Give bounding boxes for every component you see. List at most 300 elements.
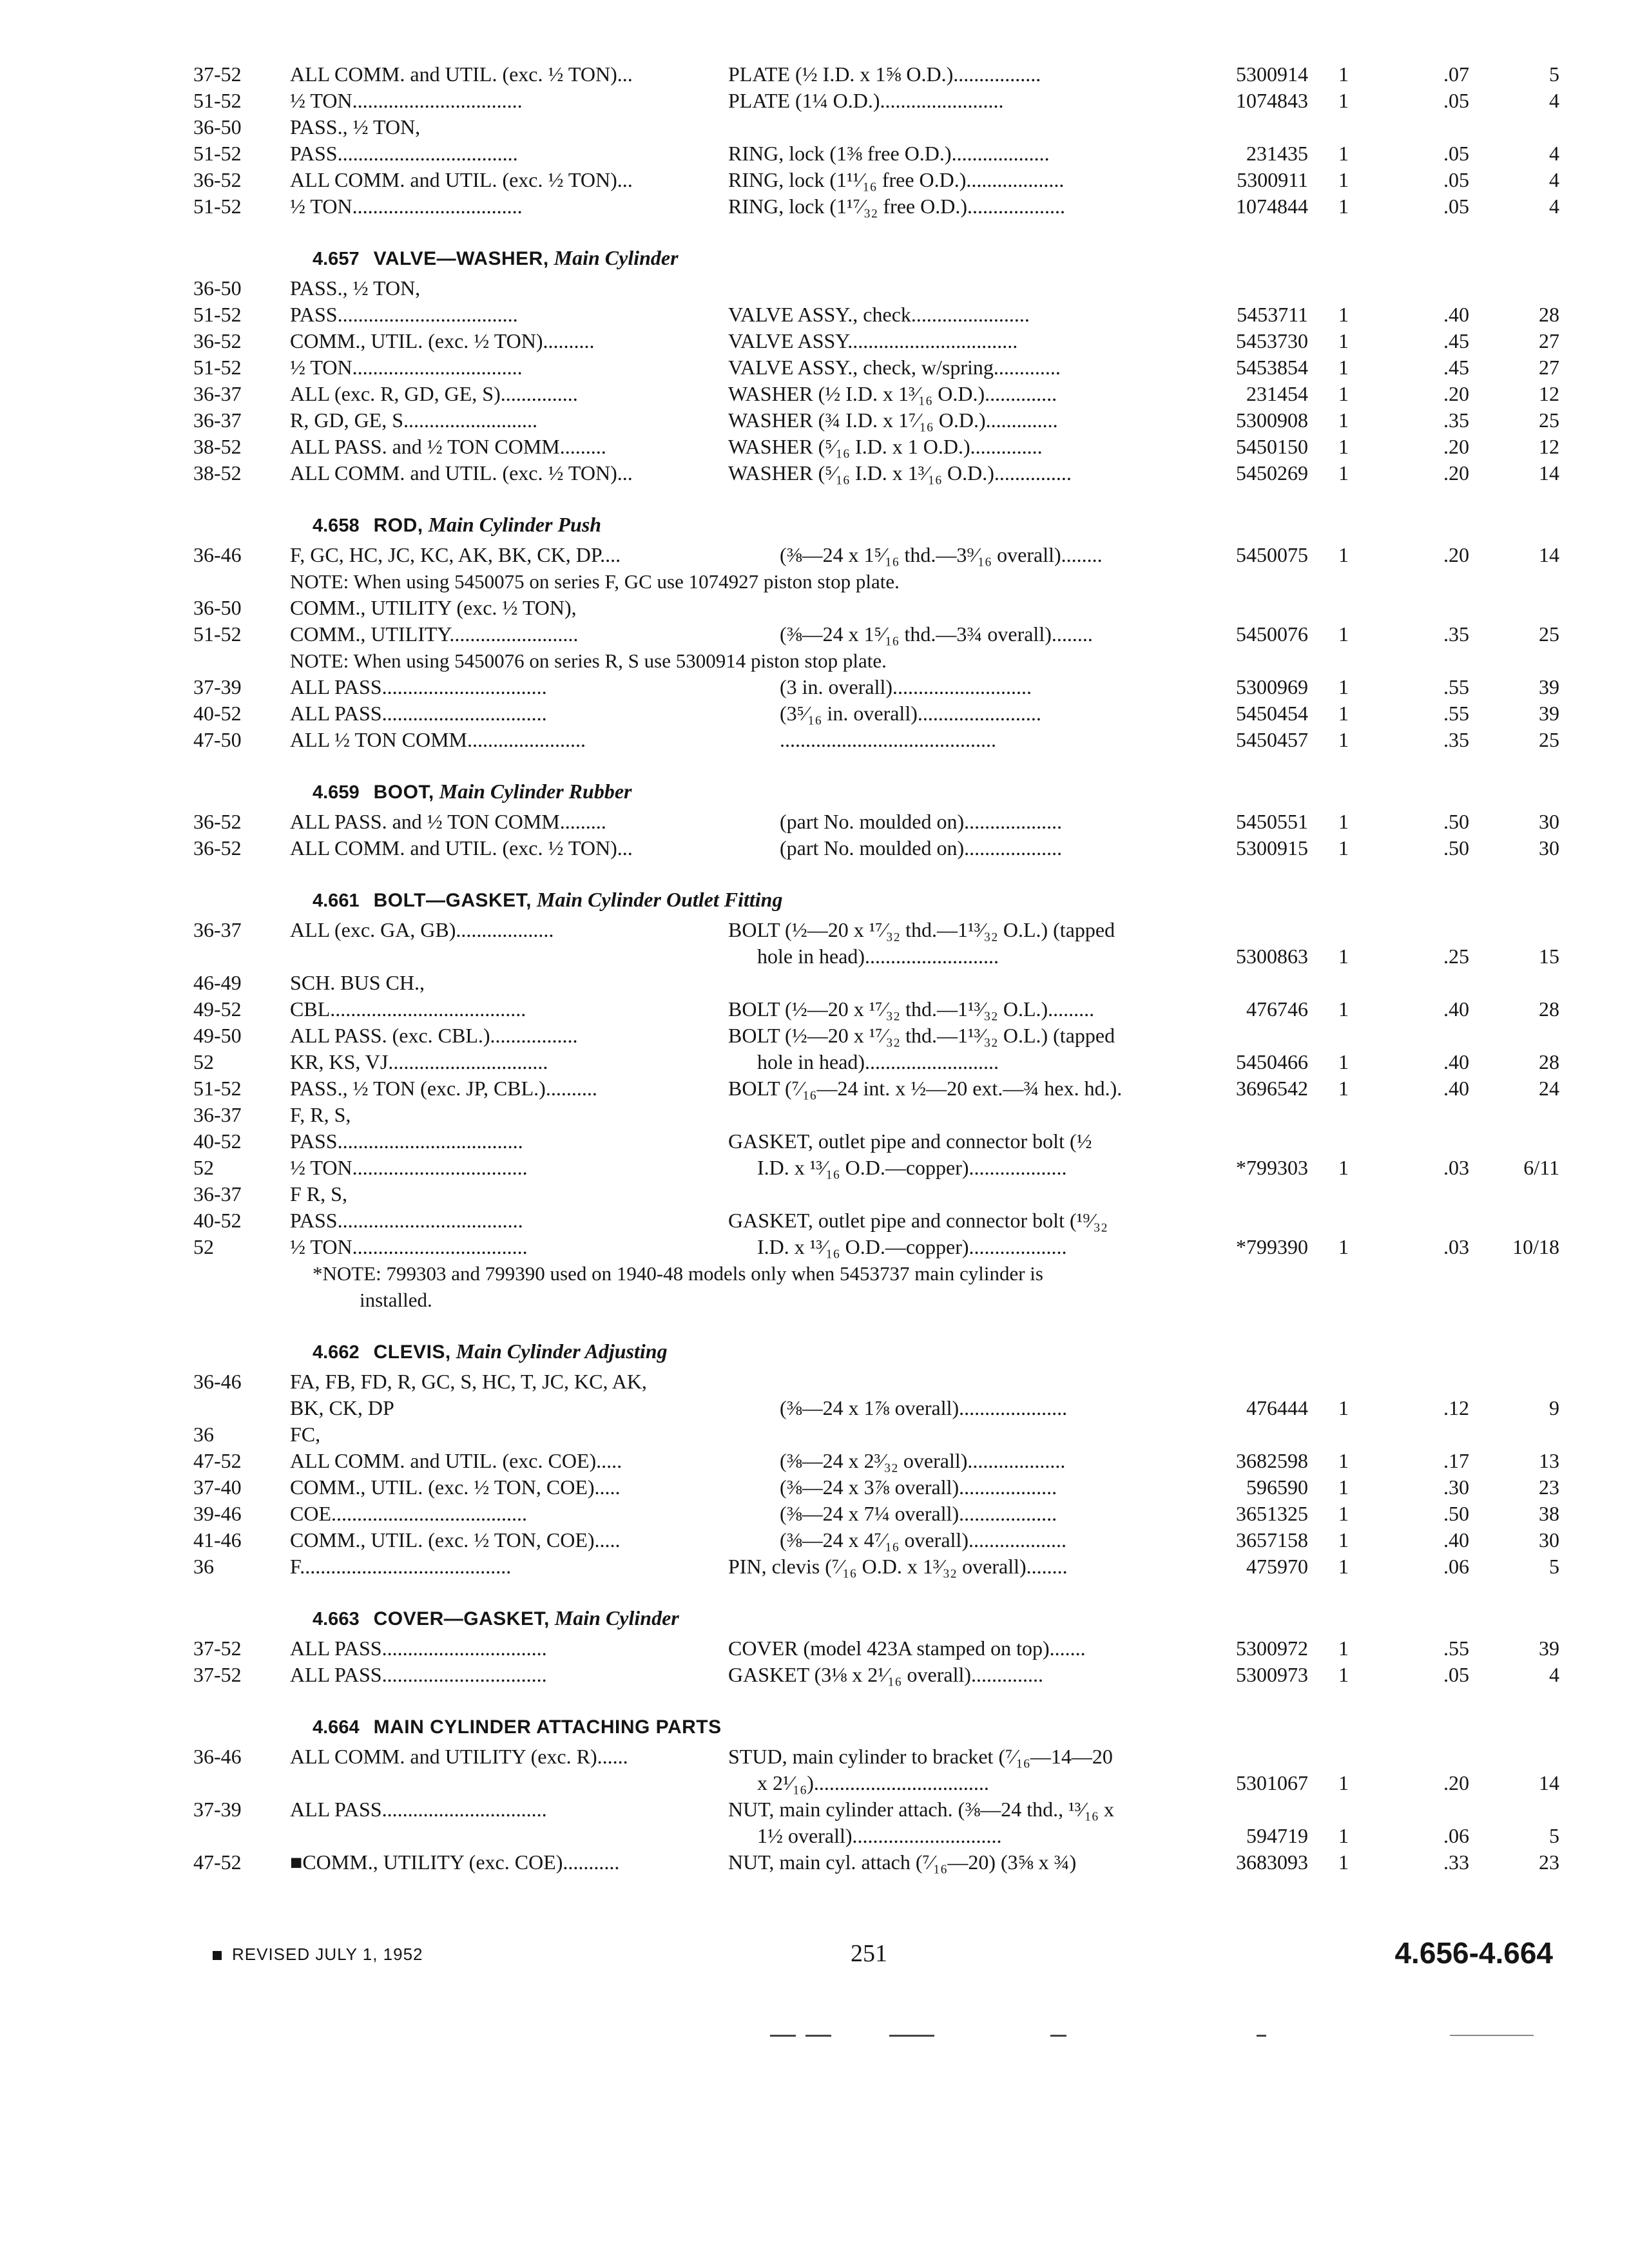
quantity: 1 (1338, 1050, 1349, 1073)
part-description: .......................................... (780, 728, 996, 751)
part-description: WASHER (½ I.D. x 1³⁄₁₆ O.D.).............. (728, 382, 1057, 405)
scan-artifact (1050, 2035, 1066, 2037)
model-years: 52 (193, 1156, 214, 1179)
part-number: 5450466 (1236, 1050, 1308, 1073)
part-number: 5450269 (1236, 461, 1308, 485)
part-description: STUD, main cylinder to bracket (⁷⁄₁₆—14—20 (728, 1745, 1113, 1768)
weight: 6/11 (1523, 1156, 1559, 1179)
weight: 12 (1539, 435, 1559, 458)
model-years: 36-50 (193, 276, 242, 300)
table-row (193, 1501, 1559, 1527)
model-years: 37-39 (193, 675, 242, 698)
list-price: .20 (1443, 382, 1469, 405)
model-years: 40-52 (193, 702, 242, 725)
list-price: .05 (1443, 168, 1469, 191)
part-number: 5300969 (1236, 675, 1308, 698)
application: ALL PASS................................ (290, 1663, 547, 1686)
part-description: VALVE ASSY., check....................... (728, 303, 1030, 326)
part-description: RING, lock (1¹⁷⁄₃₂ free O.D.)................... (728, 195, 1065, 218)
section-number: 4.661 (313, 890, 360, 911)
parts-catalog-page (193, 61, 1559, 1876)
table-row (193, 407, 1559, 434)
list-price: .05 (1443, 195, 1469, 218)
part-description: (⅜—24 x 1⁵⁄₁₆ thd.—3¾ overall)........ (780, 622, 1093, 646)
section-number: 4.658 (313, 515, 360, 536)
list-price: .12 (1443, 1396, 1469, 1419)
part-number: 5300915 (1236, 836, 1308, 860)
table-row (193, 700, 1559, 727)
weight: 13 (1539, 1449, 1559, 1472)
weight: 27 (1539, 356, 1559, 379)
model-years: 36-50 (193, 596, 242, 619)
part-number: *799390 (1236, 1235, 1308, 1258)
application: ½ TON.................................. (290, 1235, 528, 1258)
model-years: 37-52 (193, 62, 242, 86)
weight: 14 (1539, 543, 1559, 566)
part-description: RING, lock (1¹¹⁄₁₆ free O.D.)................... (728, 168, 1065, 191)
weight: 39 (1539, 702, 1559, 725)
application: ALL COMM. and UTIL. (exc. ½ TON)... (290, 461, 633, 485)
table-row (193, 1744, 1559, 1770)
weight: 25 (1539, 408, 1559, 432)
quantity: 1 (1338, 675, 1349, 698)
weight: 4 (1549, 195, 1559, 218)
table-row (193, 1796, 1559, 1823)
part-number: 3682598 (1236, 1449, 1308, 1472)
part-description: PLATE (1¼ O.D.)........................ (728, 89, 1004, 112)
list-price: .50 (1443, 836, 1469, 860)
quantity: 1 (1338, 1663, 1349, 1686)
part-description: BOLT (½—20 x ¹⁷⁄₃₂ thd.—1¹³⁄₃₂ O.L.) (tapped (728, 918, 1115, 941)
model-years: 47-50 (193, 728, 242, 751)
list-price: .55 (1443, 702, 1469, 725)
list-price: .33 (1443, 1850, 1469, 1874)
list-price: .40 (1443, 303, 1469, 326)
section-number: 4.659 (313, 782, 360, 803)
section-title-sub: Main Cylinder Outlet Fitting (537, 888, 783, 911)
part-description: NUT, main cyl. attach (⁷⁄₁₆—20) (3⅝ x ¾) (728, 1850, 1077, 1874)
section-title (374, 1715, 722, 1738)
list-price: .30 (1443, 1475, 1469, 1499)
application: COMM., UTILITY......................... (290, 622, 579, 646)
section-title (374, 888, 783, 912)
note-line: NOTE: When using 5450076 on series R, S use 5300914 piston stop plate. (290, 649, 887, 672)
part-number: 1074844 (1236, 195, 1308, 218)
weight: 38 (1539, 1502, 1559, 1525)
section-title (374, 513, 602, 537)
application: COMM., UTIL. (exc. ½ TON).......... (290, 329, 595, 352)
model-years: 51-52 (193, 195, 242, 218)
weight: 27 (1539, 329, 1559, 352)
application: FC, (290, 1423, 321, 1446)
table-row (193, 595, 1559, 621)
section-heading (193, 1688, 1559, 1744)
model-years: 38-52 (193, 435, 242, 458)
part-number: 596590 (1246, 1475, 1308, 1499)
application: ALL PASS................................ (290, 1637, 547, 1660)
application: PASS................................... (290, 142, 518, 165)
quantity: 1 (1338, 1637, 1349, 1660)
list-price: .25 (1443, 945, 1469, 968)
section-title-main: VALVE—WASHER, (373, 248, 549, 269)
table-row (193, 434, 1559, 460)
model-years: 36-52 (193, 810, 242, 833)
section-range: 4.656-4.664 (1394, 1936, 1553, 1970)
table-row (193, 1849, 1559, 1876)
quantity: 1 (1338, 622, 1349, 646)
table-row (193, 621, 1559, 648)
part-description: hole in head).......................... (757, 945, 999, 968)
note-line: *NOTE: 799303 and 799390 used on 1940-48 models only when 5453737 main cylinder is (313, 1262, 1043, 1285)
part-description: hole in head).......................... (757, 1050, 999, 1073)
page-footer (213, 1936, 1553, 1974)
model-years: 52 (193, 1235, 214, 1258)
table-row (193, 1075, 1559, 1102)
weight: 30 (1539, 836, 1559, 860)
weight: 28 (1539, 303, 1559, 326)
table-row (193, 1448, 1559, 1474)
part-number: 594719 (1246, 1824, 1308, 1847)
part-number: 5450076 (1236, 622, 1308, 646)
part-description: I.D. x ¹³⁄₁₆ O.D.—copper)................... (757, 1235, 1067, 1258)
table-row (193, 1662, 1559, 1688)
model-years: 36-52 (193, 168, 242, 191)
part-description: BOLT (½—20 x ¹⁷⁄₃₂ thd.—1¹³⁄₃₂ O.L.) (tapped (728, 1024, 1115, 1047)
part-number: 5450457 (1236, 728, 1308, 751)
weight: 4 (1549, 168, 1559, 191)
model-years: 49-52 (193, 997, 242, 1021)
part-number: 231435 (1246, 142, 1308, 165)
scan-artifact (1257, 2035, 1266, 2037)
table-row (193, 1181, 1559, 1207)
model-years: 37-40 (193, 1475, 242, 1499)
model-years: 52 (193, 1050, 214, 1073)
section-title (374, 1340, 668, 1363)
part-number: 5453711 (1237, 303, 1308, 326)
model-years: 36-46 (193, 1745, 242, 1768)
table-row (193, 275, 1559, 302)
quantity: 1 (1338, 728, 1349, 751)
part-number: 476444 (1246, 1396, 1308, 1419)
section-title-main: BOLT—GASKET, (373, 890, 532, 911)
table-row (193, 1049, 1559, 1075)
list-price: .20 (1443, 461, 1469, 485)
quantity: 1 (1338, 1502, 1349, 1525)
application: PASS., ½ TON, (290, 115, 421, 139)
application: PASS., ½ TON (exc. JP, CBL.).......... (290, 1077, 597, 1100)
part-description: (3 in. overall)........................... (780, 675, 1032, 698)
model-years: 51-52 (193, 89, 242, 112)
table-row (193, 1102, 1559, 1128)
quantity: 1 (1338, 1850, 1349, 1874)
model-years: 36-37 (193, 408, 242, 432)
quantity: 1 (1338, 435, 1349, 458)
part-description: WASHER (¾ I.D. x 1⁷⁄₁₆ O.D.).............. (728, 408, 1058, 432)
model-years: 51-52 (193, 1077, 242, 1100)
part-description: WASHER (⁵⁄₁₆ I.D. x 1 O.D.).............. (728, 435, 1043, 458)
part-description: (⅜—24 x 7¼ overall)................... (780, 1502, 1057, 1525)
weight: 25 (1539, 728, 1559, 751)
model-years: 36-52 (193, 836, 242, 860)
part-description: I.D. x ¹³⁄₁₆ O.D.—copper)................... (757, 1156, 1067, 1179)
weight: 23 (1539, 1475, 1559, 1499)
list-price: .06 (1443, 1824, 1469, 1847)
part-description: GASKET, outlet pipe and connector bolt (½ (728, 1129, 1092, 1153)
list-price: .50 (1443, 1502, 1469, 1525)
quantity: 1 (1338, 1449, 1349, 1472)
section-heading (193, 1580, 1559, 1635)
table-row (193, 1421, 1559, 1448)
part-number: 5450551 (1236, 810, 1308, 833)
quantity: 1 (1338, 329, 1349, 352)
weight: 23 (1539, 1850, 1559, 1874)
model-years: 36 (193, 1423, 214, 1446)
quantity: 1 (1338, 543, 1349, 566)
table-row (193, 674, 1559, 700)
part-number: 5301067 (1236, 1771, 1308, 1794)
part-number: *799303 (1236, 1156, 1308, 1179)
part-number: 231454 (1246, 382, 1308, 405)
part-description: RING, lock (1⅜ free O.D.)................... (728, 142, 1050, 165)
list-price: .03 (1443, 1235, 1469, 1258)
part-number: 5300908 (1236, 408, 1308, 432)
weight: 30 (1539, 1528, 1559, 1552)
part-description: PLATE (½ I.D. x 1⅝ O.D.)................. (728, 62, 1041, 86)
quantity: 1 (1338, 1235, 1349, 1258)
part-number: 5453854 (1236, 356, 1308, 379)
model-years: 46-49 (193, 971, 242, 994)
quantity: 1 (1338, 195, 1349, 218)
quantity: 1 (1338, 1077, 1349, 1100)
application: BK, CK, DP (290, 1396, 394, 1419)
section-heading (193, 861, 1559, 917)
list-price: .20 (1443, 543, 1469, 566)
model-years: 36-52 (193, 329, 242, 352)
model-years: 36-46 (193, 543, 242, 566)
part-description: NUT, main cylinder attach. (⅜—24 thd., ¹³⁄₁₆ x (728, 1798, 1114, 1821)
quantity: 1 (1338, 461, 1349, 485)
application: COMM., UTIL. (exc. ½ TON, COE)..... (290, 1528, 621, 1552)
application: COMM., UTIL. (exc. ½ TON, COE)..... (290, 1475, 621, 1499)
table-row (193, 917, 1559, 943)
list-price: .55 (1443, 1637, 1469, 1660)
list-price: .20 (1443, 1771, 1469, 1794)
section-heading (193, 753, 1559, 809)
scan-artifact (889, 2035, 934, 2037)
part-number: 5450150 (1236, 435, 1308, 458)
model-years: 39-46 (193, 1502, 242, 1525)
weight: 4 (1549, 1663, 1559, 1686)
part-description: VALVE ASSY., check, w/spring............. (728, 356, 1061, 379)
list-price: .06 (1443, 1555, 1469, 1578)
weight: 10/18 (1512, 1235, 1559, 1258)
weight: 4 (1549, 89, 1559, 112)
application: F......................................... (290, 1555, 512, 1578)
model-years: 47-52 (193, 1449, 242, 1472)
application: ALL (exc. GA, GB)................... (290, 918, 554, 941)
list-price: .03 (1443, 1156, 1469, 1179)
application: ALL COMM. and UTILITY (exc. R)...... (290, 1745, 628, 1768)
part-description: x 2¹⁄₁₆).................................. (757, 1771, 989, 1794)
weight: 28 (1539, 1050, 1559, 1073)
table-row (193, 88, 1559, 114)
weight: 12 (1539, 382, 1559, 405)
table-row (193, 193, 1559, 220)
weight: 39 (1539, 1637, 1559, 1660)
quantity: 1 (1338, 1555, 1349, 1578)
weight: 14 (1539, 461, 1559, 485)
application: PASS.................................... (290, 1129, 523, 1153)
quantity: 1 (1338, 62, 1349, 86)
weight: 25 (1539, 622, 1559, 646)
part-number: 5453730 (1236, 329, 1308, 352)
model-years: 38-52 (193, 461, 242, 485)
list-price: .35 (1443, 408, 1469, 432)
list-price: .20 (1443, 435, 1469, 458)
section-heading (193, 486, 1559, 542)
table-row (193, 1527, 1559, 1553)
list-price: .35 (1443, 622, 1469, 646)
part-description: VALVE ASSY................................. (728, 329, 1018, 352)
list-price: .55 (1443, 675, 1469, 698)
quantity: 1 (1338, 702, 1349, 725)
quantity: 1 (1338, 1156, 1349, 1179)
section-title-sub: Main Cylinder Push (428, 513, 602, 536)
list-price: .17 (1443, 1449, 1469, 1472)
list-price: .40 (1443, 1050, 1469, 1073)
quantity: 1 (1338, 836, 1349, 860)
list-price: .05 (1443, 89, 1469, 112)
application: ½ TON................................. (290, 356, 523, 379)
revision-date: REVISED JULY 1, 1952 (232, 1945, 423, 1964)
table-row (193, 1234, 1559, 1260)
weight: 24 (1539, 1077, 1559, 1100)
part-description: GASKET (3⅛ x 2¹⁄₁₆ overall).............. (728, 1663, 1044, 1686)
part-number: 5450454 (1236, 702, 1308, 725)
application: ALL COMM. and UTIL. (exc. COE)..... (290, 1449, 622, 1472)
list-price: .40 (1443, 997, 1469, 1021)
model-years: 41-46 (193, 1528, 242, 1552)
table-row (193, 943, 1559, 970)
part-number: 3657158 (1236, 1528, 1308, 1552)
model-years: 36-37 (193, 1182, 242, 1206)
model-years: 40-52 (193, 1129, 242, 1153)
quantity: 1 (1338, 1396, 1349, 1419)
part-number: 5300973 (1236, 1663, 1308, 1686)
table-row (193, 727, 1559, 753)
part-number: 1074843 (1236, 89, 1308, 112)
quantity: 1 (1338, 356, 1349, 379)
table-row (193, 1369, 1559, 1395)
application: PASS.................................... (290, 1209, 523, 1232)
application: ALL PASS. and ½ TON COMM......... (290, 435, 606, 458)
table-row (193, 1128, 1559, 1155)
part-description: (⅜—24 x 1⅞ overall)..................... (780, 1396, 1068, 1419)
quantity: 1 (1338, 1475, 1349, 1499)
part-number: 475970 (1246, 1555, 1308, 1578)
weight: 28 (1539, 997, 1559, 1021)
table-row (193, 328, 1559, 354)
part-description: BOLT (½—20 x ¹⁷⁄₃₂ thd.—1¹³⁄₃₂ O.L.)......... (728, 997, 1095, 1021)
section-title-main: MAIN CYLINDER ATTACHING PARTS (373, 1716, 722, 1738)
table-row (193, 302, 1559, 328)
part-description: WASHER (⁵⁄₁₆ I.D. x 1³⁄₁₆ O.D.)............... (728, 461, 1072, 485)
quantity: 1 (1338, 1771, 1349, 1794)
part-number: 3696542 (1236, 1077, 1308, 1100)
model-years: 51-52 (193, 303, 242, 326)
application: ALL PASS................................ (290, 675, 547, 698)
quantity: 1 (1338, 142, 1349, 165)
application: ALL COMM. and UTIL. (exc. ½ TON)... (290, 836, 633, 860)
part-number: 5300972 (1236, 1637, 1308, 1660)
model-years: 47-52 (193, 1850, 242, 1874)
part-description: (part No. moulded on)................... (780, 836, 1063, 860)
section-number: 4.657 (313, 249, 360, 269)
application: PASS................................... (290, 303, 518, 326)
weight: 5 (1549, 1824, 1559, 1847)
part-number: 3683093 (1236, 1850, 1308, 1874)
section-title-main: ROD, (373, 515, 423, 536)
section-title-sub: Main Cylinder (554, 246, 679, 269)
part-description: GASKET, outlet pipe and connector bolt (¹⁹⁄₃₂ (728, 1209, 1108, 1232)
quantity: 1 (1338, 1824, 1349, 1847)
table-row (193, 354, 1559, 381)
application: FA, FB, FD, R, GC, S, HC, T, JC, KC, AK, (290, 1370, 647, 1393)
table-row (193, 1395, 1559, 1421)
model-years: 36-46 (193, 1370, 242, 1393)
model-years: 51-52 (193, 356, 242, 379)
note-line: NOTE: When using 5450075 on series F, GC use 1074927 piston stop plate. (290, 570, 900, 593)
table-row (193, 542, 1559, 568)
application: CBL...................................... (290, 997, 526, 1021)
table-row (193, 835, 1559, 861)
application: KR, KS, VJ............................... (290, 1050, 548, 1073)
model-years: 37-39 (193, 1798, 242, 1821)
part-number: 5300914 (1236, 62, 1308, 86)
table-row (193, 140, 1559, 167)
list-price: .05 (1443, 142, 1469, 165)
section-title-main: BOOT, (373, 782, 434, 803)
part-description: (⅜—24 x 4⁷⁄₁₆ overall)................... (780, 1528, 1066, 1552)
table-row (193, 996, 1559, 1023)
model-years: 37-52 (193, 1663, 242, 1686)
application: ½ TON................................. (290, 89, 523, 112)
application: ALL PASS. and ½ TON COMM......... (290, 810, 606, 833)
table-row (193, 970, 1559, 996)
table-row (193, 1474, 1559, 1501)
revision-note (213, 1945, 423, 1965)
scan-artifact (770, 2035, 796, 2037)
model-years: 36-37 (193, 1103, 242, 1126)
application: F, GC, HC, JC, KC, AK, BK, CK, DP.... (290, 543, 621, 566)
weight: 15 (1539, 945, 1559, 968)
model-years: 37-52 (193, 1637, 242, 1660)
quantity: 1 (1338, 408, 1349, 432)
list-price: .40 (1443, 1528, 1469, 1552)
section-number: 4.664 (313, 1717, 360, 1738)
model-years: 36-37 (193, 918, 242, 941)
application: ½ TON................................. (290, 195, 523, 218)
part-number: 3651325 (1236, 1502, 1308, 1525)
table-row (193, 167, 1559, 193)
part-number: 5300863 (1236, 945, 1308, 968)
note-line: installed. (360, 1289, 432, 1311)
quantity: 1 (1338, 168, 1349, 191)
weight: 4 (1549, 142, 1559, 165)
model-years: 40-52 (193, 1209, 242, 1232)
table-row (193, 1155, 1559, 1181)
section-number: 4.663 (313, 1609, 360, 1629)
